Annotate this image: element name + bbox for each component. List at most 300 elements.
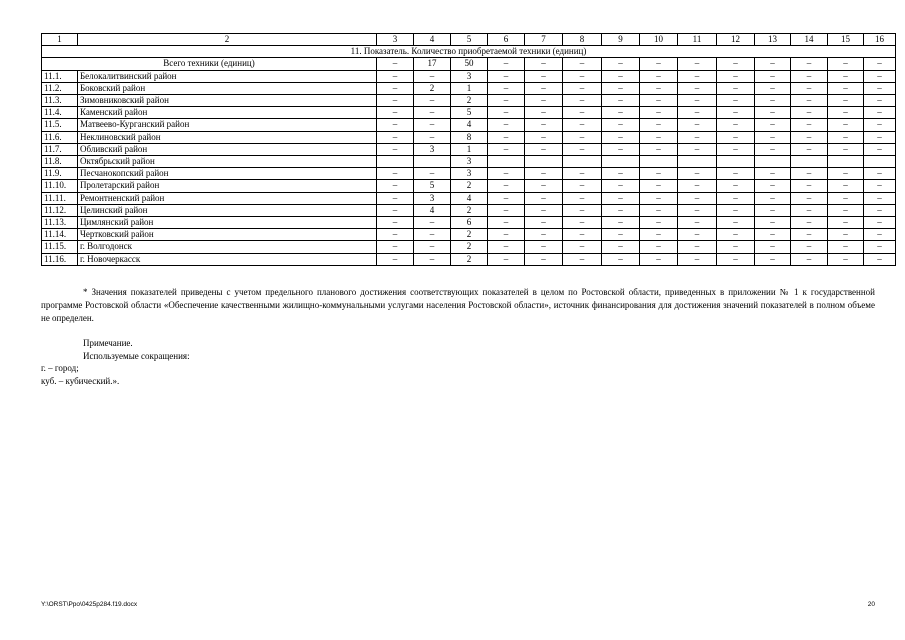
value-cell: – [488,95,525,107]
value-cell: – [563,131,602,143]
value-cell: – [755,119,791,131]
row-number: 11.8. [42,156,78,168]
column-header: 10 [640,34,678,46]
row-number: 11.2. [42,82,78,94]
value-cell [377,156,414,168]
value-cell: – [828,204,864,216]
value-cell: – [563,168,602,180]
value-cell: – [755,70,791,82]
value-cell: – [828,180,864,192]
value-cell: 2 [451,241,488,253]
value-cell [414,156,451,168]
value-cell: – [377,119,414,131]
table-row [42,156,896,168]
row-number: 11.4. [42,107,78,119]
value-cell: – [525,58,563,70]
value-cell: – [414,229,451,241]
value-cell: – [414,119,451,131]
value-cell: – [525,204,563,216]
value-cell: – [525,82,563,94]
row-number: 11.12. [42,204,78,216]
table-row [42,95,896,107]
value-cell: – [678,180,717,192]
value-cell [791,156,828,168]
value-cell: – [377,253,414,265]
table-row [42,82,896,94]
value-cell: – [640,204,678,216]
row-number: 11.13. [42,217,78,229]
row-name: Цимлянский район [78,217,377,229]
value-cell: – [717,82,755,94]
value-cell: 2 [414,82,451,94]
value-cell: 4 [451,119,488,131]
value-cell: – [678,204,717,216]
value-cell: – [717,119,755,131]
value-cell: – [602,192,640,204]
value-cell: – [488,107,525,119]
value-cell: – [488,204,525,216]
table-row [42,229,896,241]
value-cell: – [602,241,640,253]
value-cell: – [525,119,563,131]
value-cell: 3 [451,168,488,180]
value-cell: – [640,119,678,131]
value-cell: – [488,58,525,70]
value-cell: – [678,82,717,94]
value-cell: – [791,217,828,229]
value-cell: – [525,95,563,107]
value-cell: – [864,229,896,241]
table-row [42,241,896,253]
value-cell: – [791,58,828,70]
value-cell: – [755,131,791,143]
value-cell: – [377,180,414,192]
row-number: 11.14. [42,229,78,241]
value-cell: – [563,82,602,94]
value-cell: – [640,107,678,119]
value-cell: – [563,229,602,241]
value-cell: – [678,107,717,119]
page-number: 20 [867,601,875,608]
value-cell [678,156,717,168]
value-cell: – [525,143,563,155]
value-cell: – [414,95,451,107]
value-cell: – [791,143,828,155]
value-cell: – [602,253,640,265]
value-cell: – [828,253,864,265]
value-cell: – [678,58,717,70]
value-cell: – [640,58,678,70]
value-cell: – [602,131,640,143]
value-cell: – [828,95,864,107]
value-cell: – [563,107,602,119]
table-row [42,131,896,143]
value-cell: 5 [451,107,488,119]
value-cell: – [828,107,864,119]
value-cell: 2 [451,204,488,216]
column-header: 15 [828,34,864,46]
note-title: Примечание. [83,338,133,348]
row-name: Целинский район [78,204,377,216]
value-cell: – [717,217,755,229]
value-cell: – [755,204,791,216]
value-cell [828,156,864,168]
value-cell [525,156,563,168]
value-cell: – [864,253,896,265]
value-cell: – [602,143,640,155]
value-cell: – [864,143,896,155]
value-cell: – [602,70,640,82]
row-number: 11.16. [42,253,78,265]
value-cell: – [791,107,828,119]
table-row [42,253,896,265]
value-cell: – [864,192,896,204]
row-number: 11.9. [42,168,78,180]
row-number: 11.10. [42,180,78,192]
column-header: 7 [525,34,563,46]
value-cell: – [755,192,791,204]
value-cell: – [525,180,563,192]
value-cell: – [525,131,563,143]
value-cell: – [864,58,896,70]
row-number: 11.3. [42,95,78,107]
value-cell: – [678,192,717,204]
row-name: г. Новочеркасск [78,253,377,265]
value-cell: – [864,204,896,216]
value-cell: – [678,168,717,180]
value-cell [602,156,640,168]
value-cell: – [791,82,828,94]
section-title: 11. Показатель. Количество приобретаемой техники (единиц) [42,46,896,58]
value-cell: – [828,241,864,253]
abbrev-item: куб. – кубический.». [41,375,120,386]
value-cell: – [563,192,602,204]
value-cell: – [640,253,678,265]
section-title-row [42,46,896,58]
value-cell: – [678,253,717,265]
value-cell: – [563,95,602,107]
value-cell: – [717,131,755,143]
table-header-row [42,34,896,46]
value-cell: – [377,82,414,94]
value-cell: – [488,241,525,253]
value-cell: – [525,217,563,229]
row-name: г. Волгодонск [78,241,377,253]
value-cell: – [488,119,525,131]
value-cell: – [414,253,451,265]
value-cell: – [828,217,864,229]
value-cell: – [755,168,791,180]
column-header: 1 [42,34,78,46]
value-cell: – [414,241,451,253]
value-cell: – [828,119,864,131]
row-number: 11.1. [42,70,78,82]
row-name: Всего техники (единиц) [42,58,377,70]
note-block [41,337,441,387]
value-cell: – [377,192,414,204]
value-cell: – [377,107,414,119]
value-cell: – [563,204,602,216]
value-cell: – [791,229,828,241]
value-cell: – [828,192,864,204]
value-cell [488,156,525,168]
value-cell: – [791,241,828,253]
value-cell: – [791,204,828,216]
value-cell: – [377,95,414,107]
value-cell: – [717,241,755,253]
value-cell: – [563,119,602,131]
row-name: Ремонтненский район [78,192,377,204]
value-cell: 3 [414,143,451,155]
value-cell: – [488,82,525,94]
row-name: Чертковский район [78,229,377,241]
value-cell: – [717,204,755,216]
value-cell: 17 [414,58,451,70]
value-cell: – [525,229,563,241]
row-name: Октябрьский район [78,156,377,168]
value-cell: 2 [451,180,488,192]
value-cell: – [717,58,755,70]
value-cell: – [602,217,640,229]
value-cell: – [488,180,525,192]
value-cell: – [717,107,755,119]
value-cell: – [755,58,791,70]
value-cell: – [755,95,791,107]
row-number: 11.7. [42,143,78,155]
value-cell: – [717,253,755,265]
table-row [42,180,896,192]
row-name: Неклиновский район [78,131,377,143]
table-row [42,119,896,131]
value-cell: – [563,58,602,70]
value-cell: 4 [414,204,451,216]
value-cell: – [828,82,864,94]
value-cell: – [563,217,602,229]
column-header: 8 [563,34,602,46]
row-name: Песчанокопский район [78,168,377,180]
column-header: 2 [78,34,377,46]
value-cell: – [377,229,414,241]
table-row [42,192,896,204]
value-cell: – [678,143,717,155]
column-header: 13 [755,34,791,46]
value-cell: – [755,253,791,265]
value-cell: – [488,168,525,180]
value-cell: – [414,168,451,180]
value-cell [640,156,678,168]
value-cell: – [717,95,755,107]
value-cell: – [414,107,451,119]
value-cell: 1 [451,143,488,155]
value-cell: – [640,241,678,253]
file-path: Y:\ORST\Ppo\0425p284.f19.docx [41,601,138,608]
value-cell: – [755,229,791,241]
value-cell: – [563,143,602,155]
value-cell: – [717,229,755,241]
value-cell: – [525,107,563,119]
value-cell: – [755,217,791,229]
value-cell: – [678,229,717,241]
value-cell: – [828,70,864,82]
table-row [42,168,896,180]
row-number: 11.11. [42,192,78,204]
value-cell: 6 [451,217,488,229]
table-row [42,107,896,119]
value-cell: – [377,241,414,253]
value-cell [717,156,755,168]
value-cell: – [717,70,755,82]
value-cell: – [864,95,896,107]
value-cell: – [678,131,717,143]
value-cell: – [791,70,828,82]
value-cell: – [864,70,896,82]
value-cell: – [377,131,414,143]
value-cell: – [377,217,414,229]
value-cell [563,156,602,168]
value-cell: – [717,143,755,155]
value-cell: – [602,82,640,94]
value-cell: 3 [414,192,451,204]
value-cell: – [488,131,525,143]
value-cell: – [640,70,678,82]
value-cell: – [488,143,525,155]
indicator-table [41,33,896,266]
value-cell: – [717,180,755,192]
value-cell: – [377,204,414,216]
column-header: 16 [864,34,896,46]
value-cell: – [755,143,791,155]
row-name: Белокалитвинский район [78,70,377,82]
value-cell: – [640,192,678,204]
column-header: 12 [717,34,755,46]
table-row [42,217,896,229]
row-number: 11.6. [42,131,78,143]
value-cell: – [377,70,414,82]
value-cell: – [414,217,451,229]
value-cell: – [828,168,864,180]
value-cell: – [755,241,791,253]
value-cell: – [864,119,896,131]
value-cell: – [828,143,864,155]
column-header: 3 [377,34,414,46]
value-cell: – [563,241,602,253]
value-cell: – [563,253,602,265]
value-cell: – [640,168,678,180]
value-cell: 2 [451,253,488,265]
value-cell: 2 [451,229,488,241]
value-cell: 1 [451,82,488,94]
row-name: Каменский район [78,107,377,119]
row-name: Обливский район [78,143,377,155]
table-row [42,204,896,216]
value-cell: – [828,229,864,241]
value-cell: – [488,229,525,241]
value-cell: – [864,168,896,180]
value-cell: – [791,180,828,192]
row-name: Пролетарский район [78,180,377,192]
value-cell: 5 [414,180,451,192]
value-cell: – [828,131,864,143]
value-cell: – [602,58,640,70]
value-cell: – [602,229,640,241]
value-cell: – [864,82,896,94]
row-name: Боковский район [78,82,377,94]
value-cell: – [640,143,678,155]
value-cell: – [791,192,828,204]
value-cell: – [525,70,563,82]
value-cell: – [755,82,791,94]
value-cell: – [640,180,678,192]
value-cell: – [488,217,525,229]
value-cell: – [602,107,640,119]
value-cell: – [377,168,414,180]
value-cell: – [640,82,678,94]
value-cell: 50 [451,58,488,70]
value-cell: – [377,58,414,70]
value-cell: – [678,241,717,253]
value-cell [864,156,896,168]
value-cell: – [602,95,640,107]
value-cell: – [755,107,791,119]
value-cell: – [828,58,864,70]
value-cell: – [791,119,828,131]
table-row [42,70,896,82]
value-cell: – [563,180,602,192]
value-cell: – [563,70,602,82]
column-header: 5 [451,34,488,46]
value-cell: – [602,204,640,216]
value-cell: – [525,192,563,204]
value-cell: – [864,241,896,253]
table-row [42,143,896,155]
abbrev-title: Используемые сокращения: [83,350,190,361]
value-cell: – [678,95,717,107]
value-cell: – [525,168,563,180]
value-cell: – [864,180,896,192]
value-cell: – [640,217,678,229]
value-cell: – [678,217,717,229]
row-number: 11.5. [42,119,78,131]
value-cell: – [414,70,451,82]
column-header: 6 [488,34,525,46]
abbrev-item: г. – город; [41,363,79,374]
column-header: 14 [791,34,828,46]
value-cell: – [791,95,828,107]
column-header: 9 [602,34,640,46]
column-header: 11 [678,34,717,46]
value-cell: 4 [451,192,488,204]
value-cell: – [717,192,755,204]
column-header: 4 [414,34,451,46]
value-cell: – [488,70,525,82]
value-cell: – [791,131,828,143]
value-cell: – [602,168,640,180]
value-cell: – [791,253,828,265]
value-cell: – [488,192,525,204]
row-number: 11.15. [42,241,78,253]
row-name: Матвеево-Курганский район [78,119,377,131]
footnote: * Значения показателей приведены с учетом предельного планового достижения соответствующих показателей в целом по Ростовской области, приведенных в приложении № 1 к государственной программе Ростовской области «Обеспечение качественными жилищно-коммунальными услугами населения Ростовской области», источник финансирования для достижения значений показателей в полном объеме не определен. [41,287,875,323]
value-cell: – [525,253,563,265]
value-cell: – [602,119,640,131]
value-cell: – [414,131,451,143]
table-row [42,58,896,70]
value-cell: 3 [451,70,488,82]
value-cell: – [525,241,563,253]
value-cell [755,156,791,168]
value-cell: – [640,131,678,143]
value-cell: – [678,119,717,131]
